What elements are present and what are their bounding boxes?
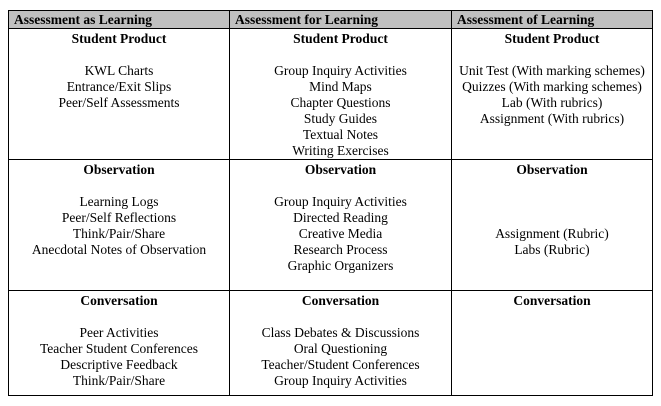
list-item: Chapter Questions (290, 95, 391, 110)
list-item: Peer/Self Reflections (61, 210, 177, 225)
cell-as-learning-conversation (9, 291, 230, 396)
cell-as-learning-student-product (9, 29, 230, 160)
list-item: Anecdotal Notes of Observation (31, 242, 207, 257)
list-item: Quizzes (With marking schemes) (462, 79, 642, 94)
section-heading: Student Product (71, 31, 167, 46)
row-observation (9, 160, 653, 291)
list-item: Textual Notes (302, 127, 379, 142)
cell-of-learning-observation (452, 160, 653, 291)
list-item: Writing Exercises (292, 143, 389, 158)
section-heading: Observation (304, 162, 377, 177)
column-header-assessment-for-learning: Assessment for Learning (230, 11, 452, 29)
list-item: Mind Maps (309, 79, 372, 94)
section-heading: Observation (83, 162, 155, 177)
list-item: Teacher/Student Conferences (261, 357, 420, 372)
spacer (10, 178, 228, 194)
list-item: Descriptive Feedback (60, 357, 178, 372)
column-header-assessment-as-learning: Assessment as Learning (9, 11, 230, 29)
cell-of-learning-conversation (452, 291, 653, 396)
header-row (9, 11, 653, 29)
list-item: Research Process (293, 242, 388, 257)
list-item: Study Guides (303, 111, 378, 126)
list-item: Creative Media (298, 226, 383, 241)
cell-as-learning-observation (9, 160, 230, 291)
section-heading: Observation (516, 162, 588, 177)
list-item: Peer Activities (79, 325, 159, 340)
list-item: Assignment (Rubric) (495, 226, 609, 241)
row-conversation (9, 291, 653, 396)
cell-for-learning-observation (230, 160, 452, 291)
list-item: Peer/Self Assessments (58, 95, 180, 110)
spacer (10, 309, 228, 325)
section-heading: Student Product (293, 31, 388, 46)
row-student-product (9, 29, 653, 160)
list-item: Labs (Rubric) (514, 242, 590, 257)
list-item: Group Inquiry Activities (274, 373, 407, 388)
list-item: Teacher Student Conferences (40, 341, 198, 356)
list-item: Assignment (With rubrics) (479, 111, 625, 126)
cell-of-learning-student-product (452, 29, 653, 160)
section-heading: Conversation (513, 293, 591, 308)
assessment-comparison-table (8, 10, 653, 396)
list-item: Directed Reading (293, 210, 388, 225)
list-item: Learning Logs (79, 194, 159, 209)
section-heading: Student Product (504, 31, 600, 46)
list-item: Class Debates & Discussions (261, 325, 420, 340)
list-item: Oral Questioning (293, 341, 388, 356)
list-item: Group Inquiry Activities (274, 194, 407, 209)
list-item: Unit Test (With marking schemes) (459, 63, 645, 78)
cell-for-learning-student-product (230, 29, 452, 160)
column-header-assessment-of-learning: Assessment of Learning (452, 11, 653, 29)
section-heading: Conversation (80, 293, 158, 308)
spacer (453, 178, 651, 226)
spacer (231, 178, 450, 194)
list-item: Graphic Organizers (287, 258, 394, 273)
spacer (453, 47, 651, 63)
list-item: Entrance/Exit Slips (66, 79, 172, 94)
list-item: Think/Pair/Share (72, 373, 166, 388)
list-item: KWL Charts (84, 63, 154, 78)
list-item: Group Inquiry Activities (274, 63, 407, 78)
list-item: Lab (With rubrics) (501, 95, 603, 110)
list-item: Think/Pair/Share (72, 226, 166, 241)
spacer (231, 309, 450, 325)
cell-for-learning-conversation (230, 291, 452, 396)
section-heading: Conversation (301, 293, 380, 308)
assessment-table-container (8, 10, 653, 396)
spacer (231, 47, 450, 63)
spacer (10, 47, 228, 63)
